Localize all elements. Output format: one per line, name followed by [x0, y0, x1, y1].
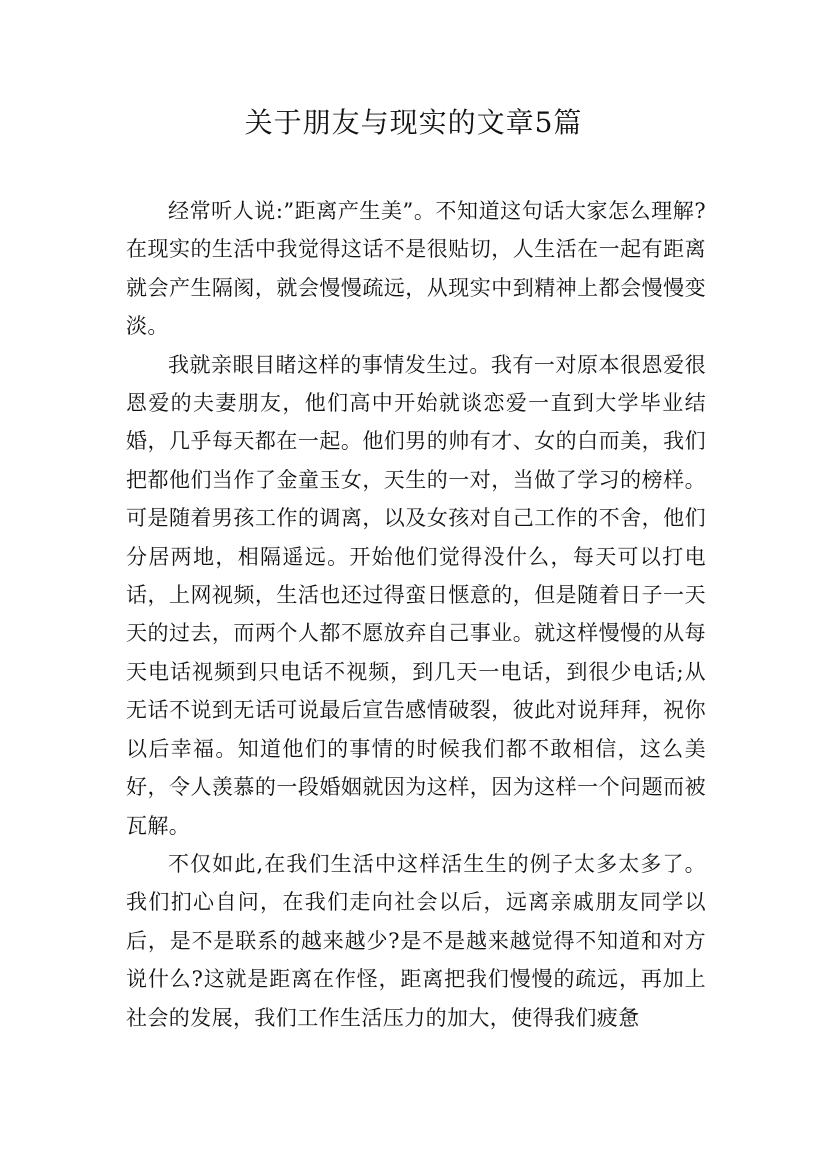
paragraph-1: 经常听人说:”距离产生美”。不知道这句话大家怎么理解?在现实的生活中我觉得这话不是很贴切，人生活在一起有距离就会产生隔阂，就会慢慢疏远，从现实中到精神上都会慢慢变淡。 — [126, 199, 706, 339]
paragraph-2: 我就亲眼目睹这样的事情发生过。我有一对原本很恩爱很恩爱的夫妻朋友，他们高中开始就谈恋爱一直到大学毕业结婚，几乎每天都在一起。他们男的帅有才、女的白而美，我们把都他们当作了金童玉女，天生的一对，当做了学习的榜样。可是随着男孩工作的调离，以及女孩对自己工作的不舍，他们分居两地，相隔遥远。开始他们觉得没什么，每天可以打电话，上网视频，生活也还过得蛮日惬意的，但是随着日子一天天的过去，而两个人都不愿放弃自己事业。就这样慢慢的从每天电话视频到只电话不视频，到几天一电话，到很少电话;从无话不说到无话可说最后宣告感情破裂，彼此对说拜拜，祝你以后幸福。知道他们的事情的时候我们都不敢相信，这么美好，令人羡慕的一段婚姻就因为这样，因为这样一个问题而被瓦解。 — [126, 352, 706, 838]
paragraph-3: 不仅如此,在我们生活中这样活生生的例子太多太多了。我们扪心自问，在我们走向社会以后，远离亲戚朋友同学以后，是不是联系的越来越少?是不是越来越觉得不知道和对方说什么?这就是距离在作怪，距离把我们慢慢的疏远，再加上社会的发展，我们工作生活压力的加大，使得我们疲惫 — [126, 851, 706, 1030]
document-title: 关于朋友与现实的文章5篇 — [244, 106, 583, 139]
document-body — [126, 192, 706, 1037]
